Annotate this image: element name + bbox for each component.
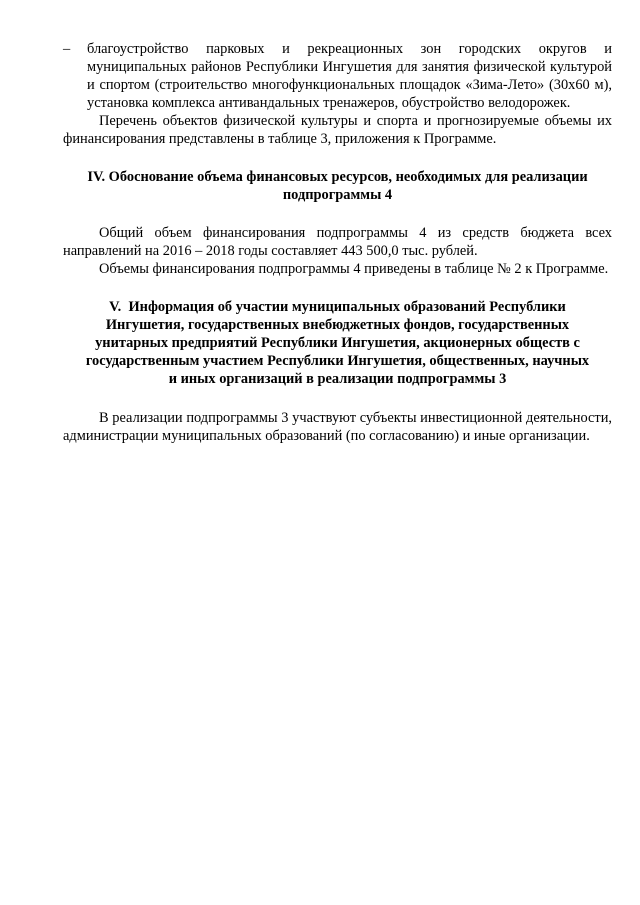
paragraph-participants: В реализации подпрограммы 3 участвуют субъекты инвестиционной деятельности, администрации муниципальных образований (по согласованию) и иные организации. (63, 410, 612, 444)
section-v-heading-line2: Ингушетия, государственных внебюджетных фондов, государственных (105, 317, 570, 333)
section-v-heading-line1: V. Информация об участии муниципальных образований Республики (109, 299, 566, 315)
section-v-heading-line3: унитарных предприятий Республики Ингушетия, акционерных обществ с (95, 335, 580, 351)
section-iv-body (63, 224, 612, 278)
paragraph-funding-table-ref: Объемы финансирования подпрограммы 4 приведены в таблице № 2 к Программе. (99, 261, 609, 277)
section-iv-heading-line2: подпрограммы 4 (282, 187, 393, 203)
section-iv-heading (63, 168, 612, 204)
section-iv-heading-line1: IV. Обоснование объема финансовых ресурсов, необходимых для реализации (87, 169, 588, 185)
section-v-heading-line4: государственным участием Республики Ингушетия, общественных, научных (85, 353, 590, 369)
section-v-heading (63, 298, 612, 388)
section-v-body (63, 409, 612, 445)
paragraph-total-funding: Общий объем финансирования подпрограммы 4 из средств бюджета всех направлений на 2016 – 2018 годы составляет 443 500,0 тыс. рублей. (63, 225, 612, 259)
bullet-text: благоустройство парковых и рекреационных зон городских округов и муниципальных районов Республики Ингушетия для занятия физической культурой и спортом (строительство многофункциональных площадок «Зима-Лето» (30х60 м), установка комплекса антивандальных тренажеров, обустройство велодорожек. (87, 41, 612, 111)
bullet-dash: – (63, 41, 71, 57)
bullet-item-improvement (63, 40, 612, 112)
paragraph-objects-list: Перечень объектов физической культуры и спорта и прогнозируемые объемы их финансирования представлены в таблице 3, приложения к Программе. (63, 113, 612, 147)
document-page (63, 40, 612, 445)
section-v-heading-line5: и иных организаций в реализации подпрограммы 3 (168, 371, 507, 387)
